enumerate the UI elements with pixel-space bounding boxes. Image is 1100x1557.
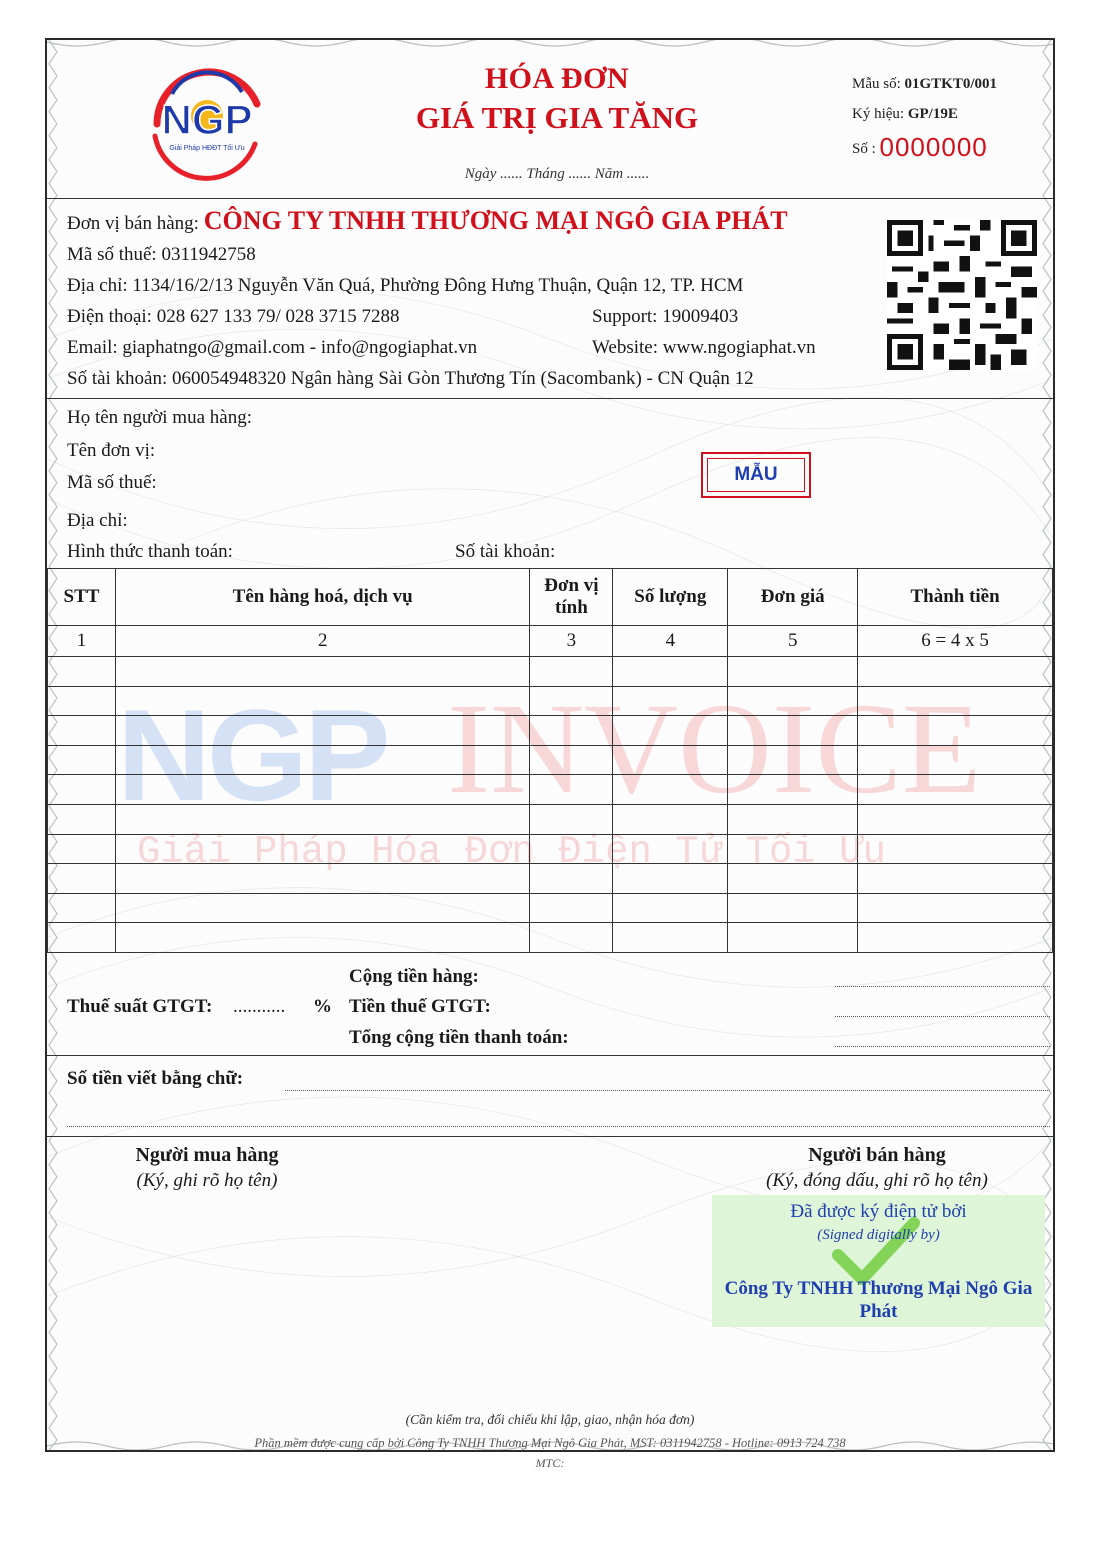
table-cell[interactable] [48,804,116,834]
signed-by-label-en: (Signed digitally by) [817,1227,940,1243]
table-cell[interactable] [858,686,1053,716]
seller-website: Website: www.ngogiaphat.vn [592,337,816,358]
seller-line [67,206,788,236]
table-row[interactable] [48,745,1053,775]
table-cell[interactable] [613,923,728,953]
table-cell[interactable] [115,775,530,805]
vat-rate-dots[interactable]: ........... [233,996,286,1017]
table-cell[interactable] [613,804,728,834]
seller-signature-title: Người bán hàng [808,1144,946,1166]
col-header-item-name: Tên hàng hoá, dịch vụ [115,569,530,626]
table-cell[interactable] [613,893,728,923]
mtc-label: MTC: [535,1456,565,1470]
seller-address: Địa chỉ: 1134/16/2/13 Nguyễn Văn Quá, Phường Đông Hưng Thuận, Quận 12, TP. HCM [67,275,744,296]
table-row[interactable] [48,864,1053,894]
table-cell[interactable] [728,745,858,775]
digital-signature-box[interactable] [712,1195,1045,1327]
watermark-slogan: Giải Pháp Hóa Đơn Điện Tử Tối Ưu [137,830,886,874]
seller-tax-code: Mã số thuế: 0311942758 [67,244,256,265]
amount-in-words-line-2[interactable] [67,1126,1050,1127]
buyer-name-label: Họ tên người mua hàng: [67,407,252,428]
ngp-logo [137,64,277,184]
table-cell[interactable] [728,657,858,687]
table-row[interactable] [48,657,1053,687]
table-cell[interactable] [115,893,530,923]
buyer-address-label: Địa chỉ: [67,510,128,531]
logo-tagline: Giải Pháp HĐĐT Tối Ưu [169,145,245,152]
seller-account: Số tài khoản: 060054948320 Ngân hàng Sài Gòn Thương Tín (Sacombank) - CN Quận 12 [67,368,754,389]
table-cell[interactable] [858,834,1053,864]
table-cell[interactable] [728,864,858,894]
table-index-row [48,626,1053,657]
sample-stamp-text: MẪU [707,458,805,492]
table-cell[interactable] [728,716,858,746]
table-cell[interactable] [858,864,1053,894]
table-cell[interactable] [613,775,728,805]
table-cell[interactable] [858,716,1053,746]
table-cell[interactable] [530,804,613,834]
col-header-unit-price: Đơn giá [728,569,858,626]
sample-stamp [701,452,811,498]
grand-total-label: Tổng cộng tiền thanh toán: [349,1027,569,1048]
table-cell[interactable] [858,745,1053,775]
grand-total-value-line[interactable] [835,1046,1050,1047]
buyer-tax-label: Mã số thuế: [67,472,157,493]
table-cell[interactable] [48,923,116,953]
form-number [852,76,997,93]
col-header-unit: Đơn vị tính [530,569,613,626]
table-cell[interactable] [115,657,530,687]
seller-email: Email: giaphatngo@gmail.com - info@ngogiaphat.vn [67,337,478,358]
table-cell[interactable] [858,775,1053,805]
invoice-symbol-label: Ký hiệu: [852,106,905,122]
invoice-title-line1: HÓA ĐƠN [484,62,630,95]
percent-sign: % [313,996,332,1017]
table-cell[interactable] [48,893,116,923]
table-cell[interactable] [530,864,613,894]
seller-support: Support: 19009403 [592,306,739,327]
invoice-title-line2: GIÁ TRỊ GIA TĂNG [415,100,699,135]
invoice-date: Ngày ...... Tháng ...... Năm ...... [464,166,650,182]
seller-phone: Điện thoại: 028 627 133 79/ 028 3715 7288 [67,306,400,327]
table-cell[interactable] [115,804,530,834]
form-number-value: 01GTKT0/001 [904,76,998,92]
table-cell[interactable] [530,745,613,775]
table-cell[interactable] [530,716,613,746]
table-cell[interactable] [613,716,728,746]
table-header-row [48,569,1053,626]
index-cell: 4 [613,626,728,657]
table-cell[interactable] [613,864,728,894]
table-cell[interactable] [530,923,613,953]
vat-rate-label: Thuế suất GTGT: [67,996,213,1017]
divider [47,1136,1053,1137]
table-row[interactable] [48,716,1053,746]
table-cell[interactable] [48,686,116,716]
table-row[interactable] [48,804,1053,834]
table-row[interactable] [48,775,1053,805]
table-cell[interactable] [48,864,116,894]
table-cell[interactable] [530,834,613,864]
index-cell: 5 [728,626,858,657]
buyer-account-label: Số tài khoản: [455,541,556,562]
invoice-number-value: 0000000 [879,132,988,162]
logo-text: NGP [161,96,253,143]
divider [47,198,1053,199]
signer-name: Công Ty TNHH Thương Mại Ngô Gia Phát [724,1278,1033,1322]
col-header-stt: STT [48,569,116,626]
table-cell[interactable] [530,775,613,805]
table-cell[interactable] [530,657,613,687]
table-cell[interactable] [728,686,858,716]
index-cell: 6 = 4 x 5 [858,626,1053,657]
table-cell[interactable] [115,716,530,746]
table-cell[interactable] [115,745,530,775]
table-cell[interactable] [115,834,530,864]
table-row[interactable] [48,686,1053,716]
form-number-label: Mẫu số: [852,76,901,92]
divider [47,398,1053,399]
watermark-brand-right: INVOICE [447,677,982,821]
table-cell[interactable] [858,657,1053,687]
table-cell[interactable] [858,923,1053,953]
table-cell[interactable] [728,893,858,923]
subtotal-label: Cộng tiền hàng: [349,966,479,987]
vat-amount-value-line[interactable] [835,1016,1050,1017]
buyer-signature-title: Người mua hàng [135,1144,279,1166]
table-cell[interactable] [48,775,116,805]
table-cell[interactable] [48,745,116,775]
qr-code [887,220,1037,370]
table-cell[interactable] [728,804,858,834]
footer-provider: Phần mềm được cung cấp bởi Công Ty TNHH Thương Mại Ngô Gia Phát, MST: 0311942758 - Hotline: 0913 724 738 [254,1436,846,1450]
watermark-brand-left: NGP [117,682,387,828]
signed-by-label: Đã được ký điện tử bởi [790,1201,967,1222]
table-row[interactable] [48,893,1053,923]
footer-note: (Cần kiểm tra, đối chiếu khi lập, giao, nhận hóa đơn) [405,1412,695,1427]
table-cell[interactable] [115,923,530,953]
table-cell[interactable] [858,804,1053,834]
items-table [47,568,1053,953]
invoice-number [852,132,988,163]
table-cell[interactable] [48,716,116,746]
table-cell[interactable] [728,923,858,953]
table-cell[interactable] [115,686,530,716]
col-header-quantity: Số lượng [613,569,728,626]
table-row[interactable] [48,923,1053,953]
col-header-amount: Thành tiền [858,569,1053,626]
table-cell[interactable] [728,775,858,805]
vat-amount-label: Tiền thuế GTGT: [349,996,491,1017]
subtotal-value-line[interactable] [835,986,1050,987]
invoice-symbol-value: GP/19E [907,106,958,122]
index-cell: 3 [530,626,613,657]
table-row[interactable] [48,834,1053,864]
index-cell: 1 [48,626,116,657]
buyer-signature-note: (Ký, ghi rõ họ tên) [136,1170,278,1191]
invoice-frame [45,38,1055,1452]
amount-in-words-label: Số tiền viết bằng chữ: [67,1068,244,1089]
invoice-number-label: Số : [852,141,876,157]
divider [47,1055,1053,1056]
table-cell[interactable] [48,657,116,687]
table-cell[interactable] [613,745,728,775]
table-cell[interactable] [613,657,728,687]
payment-method-label: Hình thức thanh toán: [67,541,233,562]
table-cell[interactable] [530,893,613,923]
seller-signature-note: (Ký, đóng dấu, ghi rõ họ tên) [766,1170,988,1191]
invoice-symbol [852,106,958,123]
seller-company: CÔNG TY TNHH THƯƠNG MẠI NGÔ GIA PHÁT [203,206,788,235]
table-cell[interactable] [115,864,530,894]
seller-label: Đơn vị bán hàng: [67,213,199,234]
table-cell[interactable] [48,834,116,864]
index-cell: 2 [115,626,530,657]
buyer-unit-label: Tên đơn vị: [67,440,156,461]
table-cell[interactable] [728,834,858,864]
table-cell[interactable] [530,686,613,716]
amount-in-words-line[interactable] [285,1090,1050,1091]
table-cell[interactable] [613,834,728,864]
table-cell[interactable] [613,686,728,716]
table-cell[interactable] [858,893,1053,923]
